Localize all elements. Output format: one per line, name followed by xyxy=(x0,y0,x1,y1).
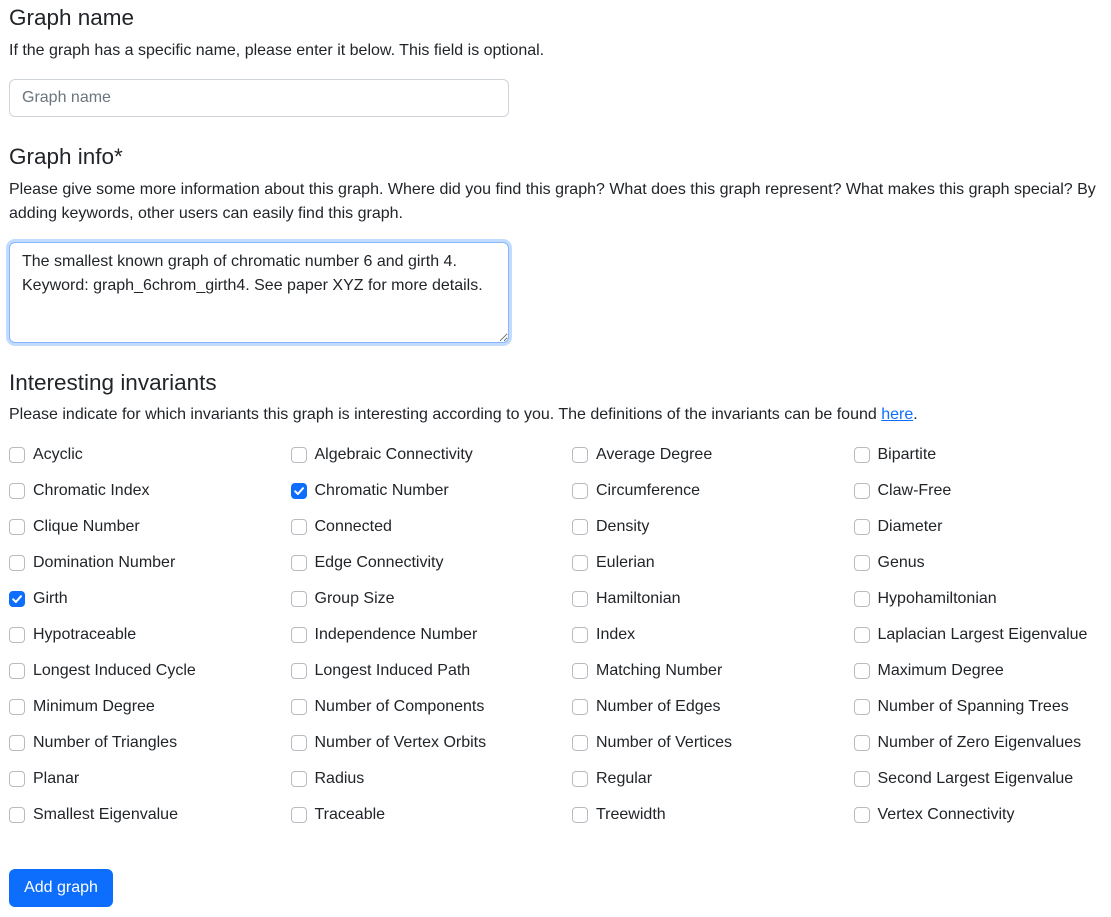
invariant-second-largest-eigenvalue[interactable] xyxy=(854,761,1111,797)
checkbox[interactable] xyxy=(854,807,870,823)
invariant-number-of-components[interactable] xyxy=(291,689,573,725)
invariant-label: Hypohamiltonian xyxy=(877,590,997,607)
checkbox[interactable] xyxy=(291,699,307,715)
invariant-label: Traceable xyxy=(314,806,386,823)
graph-name-description: If the graph has a specific name, please enter it below. This field is optional. xyxy=(9,42,545,59)
checkbox[interactable] xyxy=(854,447,870,463)
invariant-eulerian[interactable] xyxy=(572,545,854,581)
invariant-number-of-zero-eigenvalues[interactable] xyxy=(854,725,1111,761)
checkbox[interactable] xyxy=(854,483,870,499)
checkbox[interactable] xyxy=(9,555,25,571)
checkbox[interactable] xyxy=(572,663,588,679)
invariant-label: Diameter xyxy=(877,518,943,535)
checkbox[interactable] xyxy=(854,663,870,679)
invariant-label: Bipartite xyxy=(877,446,937,463)
graph-info-heading: Graph info* xyxy=(9,144,123,169)
invariant-label: Regular xyxy=(596,770,653,787)
invariant-hypotraceable[interactable] xyxy=(9,617,291,653)
graph-info-textarea[interactable] xyxy=(9,242,509,343)
checkbox[interactable] xyxy=(9,663,25,679)
invariant-edge-connectivity[interactable] xyxy=(291,545,573,581)
invariant-label: Treewidth xyxy=(596,806,666,823)
invariant-label: Smallest Eigenvalue xyxy=(33,806,178,823)
checkbox[interactable] xyxy=(572,591,588,607)
invariant-claw-free[interactable] xyxy=(854,473,1111,509)
invariant-algebraic-connectivity[interactable] xyxy=(291,437,573,473)
invariant-chromatic-number[interactable] xyxy=(291,473,573,509)
checkbox[interactable] xyxy=(291,591,307,607)
invariant-clique-number[interactable] xyxy=(9,509,291,545)
checkbox[interactable] xyxy=(9,807,25,823)
checkbox[interactable] xyxy=(854,519,870,535)
invariant-label: Radius xyxy=(314,770,365,787)
checkbox[interactable] xyxy=(9,483,25,499)
invariant-planar[interactable] xyxy=(9,761,291,797)
invariant-label: Hypotraceable xyxy=(33,626,137,643)
checkbox[interactable] xyxy=(854,591,870,607)
invariant-label: Girth xyxy=(33,590,68,607)
checkbox[interactable] xyxy=(572,555,588,571)
checkbox[interactable] xyxy=(291,483,307,499)
checkbox[interactable] xyxy=(854,699,870,715)
invariants-description-text: Please indicate for which invariants this graph is interesting according to you. The definitions of the invariants can be found xyxy=(9,406,882,423)
invariant-number-of-edges[interactable] xyxy=(572,689,854,725)
invariant-smallest-eigenvalue[interactable] xyxy=(9,797,291,833)
checkbox[interactable] xyxy=(9,771,25,787)
invariants-definitions-link[interactable]: here xyxy=(881,406,914,423)
invariant-acyclic[interactable] xyxy=(9,437,291,473)
add-graph-button[interactable]: Add graph xyxy=(9,869,113,907)
invariant-label: Group Size xyxy=(314,590,395,607)
invariant-domination-number[interactable] xyxy=(9,545,291,581)
checkbox[interactable] xyxy=(572,807,588,823)
checkbox[interactable] xyxy=(572,771,588,787)
invariant-girth[interactable] xyxy=(9,581,291,617)
check-icon xyxy=(293,485,305,497)
checkbox[interactable] xyxy=(572,699,588,715)
invariant-label: Number of Vertices xyxy=(596,734,733,751)
invariant-longest-induced-cycle[interactable] xyxy=(9,653,291,689)
checkbox[interactable] xyxy=(854,627,870,643)
checkbox[interactable] xyxy=(9,627,25,643)
invariant-label: Second Largest Eigenvalue xyxy=(877,770,1074,787)
checkbox[interactable] xyxy=(572,735,588,751)
invariant-label: Number of Triangles xyxy=(33,734,178,751)
invariant-label: Claw-Free xyxy=(877,482,952,499)
checkbox[interactable] xyxy=(9,699,25,715)
invariant-regular[interactable] xyxy=(572,761,854,797)
invariant-number-of-vertex-orbits[interactable] xyxy=(291,725,573,761)
checkbox[interactable] xyxy=(9,519,25,535)
checkbox[interactable] xyxy=(291,627,307,643)
invariant-label: Clique Number xyxy=(33,518,140,535)
checkbox[interactable] xyxy=(854,555,870,571)
invariant-minimum-degree[interactable] xyxy=(9,689,291,725)
checkbox[interactable] xyxy=(854,735,870,751)
checkbox[interactable] xyxy=(9,591,25,607)
checkbox[interactable] xyxy=(572,447,588,463)
checkbox[interactable] xyxy=(572,519,588,535)
invariant-radius[interactable] xyxy=(291,761,573,797)
invariant-longest-induced-path[interactable] xyxy=(291,653,573,689)
invariant-hypohamiltonian[interactable] xyxy=(854,581,1111,617)
invariant-label: Circumference xyxy=(596,482,701,499)
invariant-label: Acyclic xyxy=(33,446,83,463)
invariant-connected[interactable] xyxy=(291,509,573,545)
invariant-label: Number of Vertex Orbits xyxy=(314,734,487,751)
checkbox[interactable] xyxy=(291,519,307,535)
invariants-description xyxy=(9,403,918,427)
invariant-label: Index xyxy=(596,626,636,643)
checkbox[interactable] xyxy=(291,447,307,463)
invariant-label: Number of Spanning Trees xyxy=(877,698,1069,715)
checkbox[interactable] xyxy=(854,771,870,787)
invariant-label: Maximum Degree xyxy=(877,662,1004,679)
invariant-diameter[interactable] xyxy=(854,509,1111,545)
invariant-chromatic-index[interactable] xyxy=(9,473,291,509)
checkbox[interactable] xyxy=(9,735,25,751)
invariant-treewidth[interactable] xyxy=(572,797,854,833)
invariant-label: Connected xyxy=(314,518,392,535)
graph-name-input[interactable] xyxy=(9,79,509,117)
invariant-circumference[interactable] xyxy=(572,473,854,509)
invariant-label: Number of Edges xyxy=(596,698,721,715)
invariant-label: Density xyxy=(596,518,650,535)
invariant-label: Longest Induced Cycle xyxy=(33,662,196,679)
invariant-label: Laplacian Largest Eigenvalue xyxy=(877,626,1088,643)
invariant-label: Planar xyxy=(33,770,80,787)
invariant-label: Domination Number xyxy=(33,554,176,571)
invariant-number-of-spanning-trees[interactable] xyxy=(854,689,1111,725)
invariant-label: Edge Connectivity xyxy=(314,554,444,571)
invariant-label: Eulerian xyxy=(596,554,655,571)
invariants-description-end: . xyxy=(913,406,918,423)
graph-name-heading: Graph name xyxy=(9,5,135,30)
checkbox[interactable] xyxy=(291,807,307,823)
invariant-label: Number of Zero Eigenvalues xyxy=(877,734,1082,751)
invariant-label: Minimum Degree xyxy=(33,698,155,715)
graph-info-description: Please give some more information about this graph. Where did you find this graph? What does this graph represent? What makes this graph special? By adding keywords, other users can easily find this graph. xyxy=(9,181,1096,222)
invariant-label: Genus xyxy=(877,554,925,571)
invariant-label: Number of Components xyxy=(314,698,485,715)
invariant-label: Average Degree xyxy=(596,446,713,463)
invariant-label: Chromatic Number xyxy=(314,482,449,499)
invariant-number-of-triangles[interactable] xyxy=(9,725,291,761)
invariant-matching-number[interactable] xyxy=(572,653,854,689)
invariant-genus[interactable] xyxy=(854,545,1111,581)
invariant-group-size[interactable] xyxy=(291,581,573,617)
invariant-average-degree[interactable] xyxy=(572,437,854,473)
invariant-label: Algebraic Connectivity xyxy=(314,446,473,463)
invariant-label: Chromatic Index xyxy=(33,482,150,499)
checkbox[interactable] xyxy=(291,663,307,679)
invariants-checkbox-grid xyxy=(9,437,1109,833)
invariant-bipartite[interactable] xyxy=(854,437,1111,473)
checkbox[interactable] xyxy=(572,627,588,643)
invariant-independence-number[interactable] xyxy=(291,617,573,653)
invariant-vertex-connectivity[interactable] xyxy=(854,797,1111,833)
invariant-traceable[interactable] xyxy=(291,797,573,833)
invariants-heading: Interesting invariants xyxy=(9,370,217,395)
invariant-maximum-degree[interactable] xyxy=(854,653,1111,689)
invariant-label: Independence Number xyxy=(314,626,478,643)
invariant-density[interactable] xyxy=(572,509,854,545)
checkbox[interactable] xyxy=(9,447,25,463)
checkbox[interactable] xyxy=(291,555,307,571)
invariant-hamiltonian[interactable] xyxy=(572,581,854,617)
invariant-laplacian-largest-eigenvalue[interactable] xyxy=(854,617,1111,653)
invariant-index[interactable] xyxy=(572,617,854,653)
checkbox[interactable] xyxy=(291,735,307,751)
invariant-number-of-vertices[interactable] xyxy=(572,725,854,761)
checkbox[interactable] xyxy=(572,483,588,499)
invariant-label: Longest Induced Path xyxy=(314,662,471,679)
invariant-label: Matching Number xyxy=(596,662,723,679)
checkbox[interactable] xyxy=(291,771,307,787)
invariant-label: Vertex Connectivity xyxy=(877,806,1015,823)
invariant-label: Hamiltonian xyxy=(596,590,681,607)
check-icon xyxy=(11,593,23,605)
